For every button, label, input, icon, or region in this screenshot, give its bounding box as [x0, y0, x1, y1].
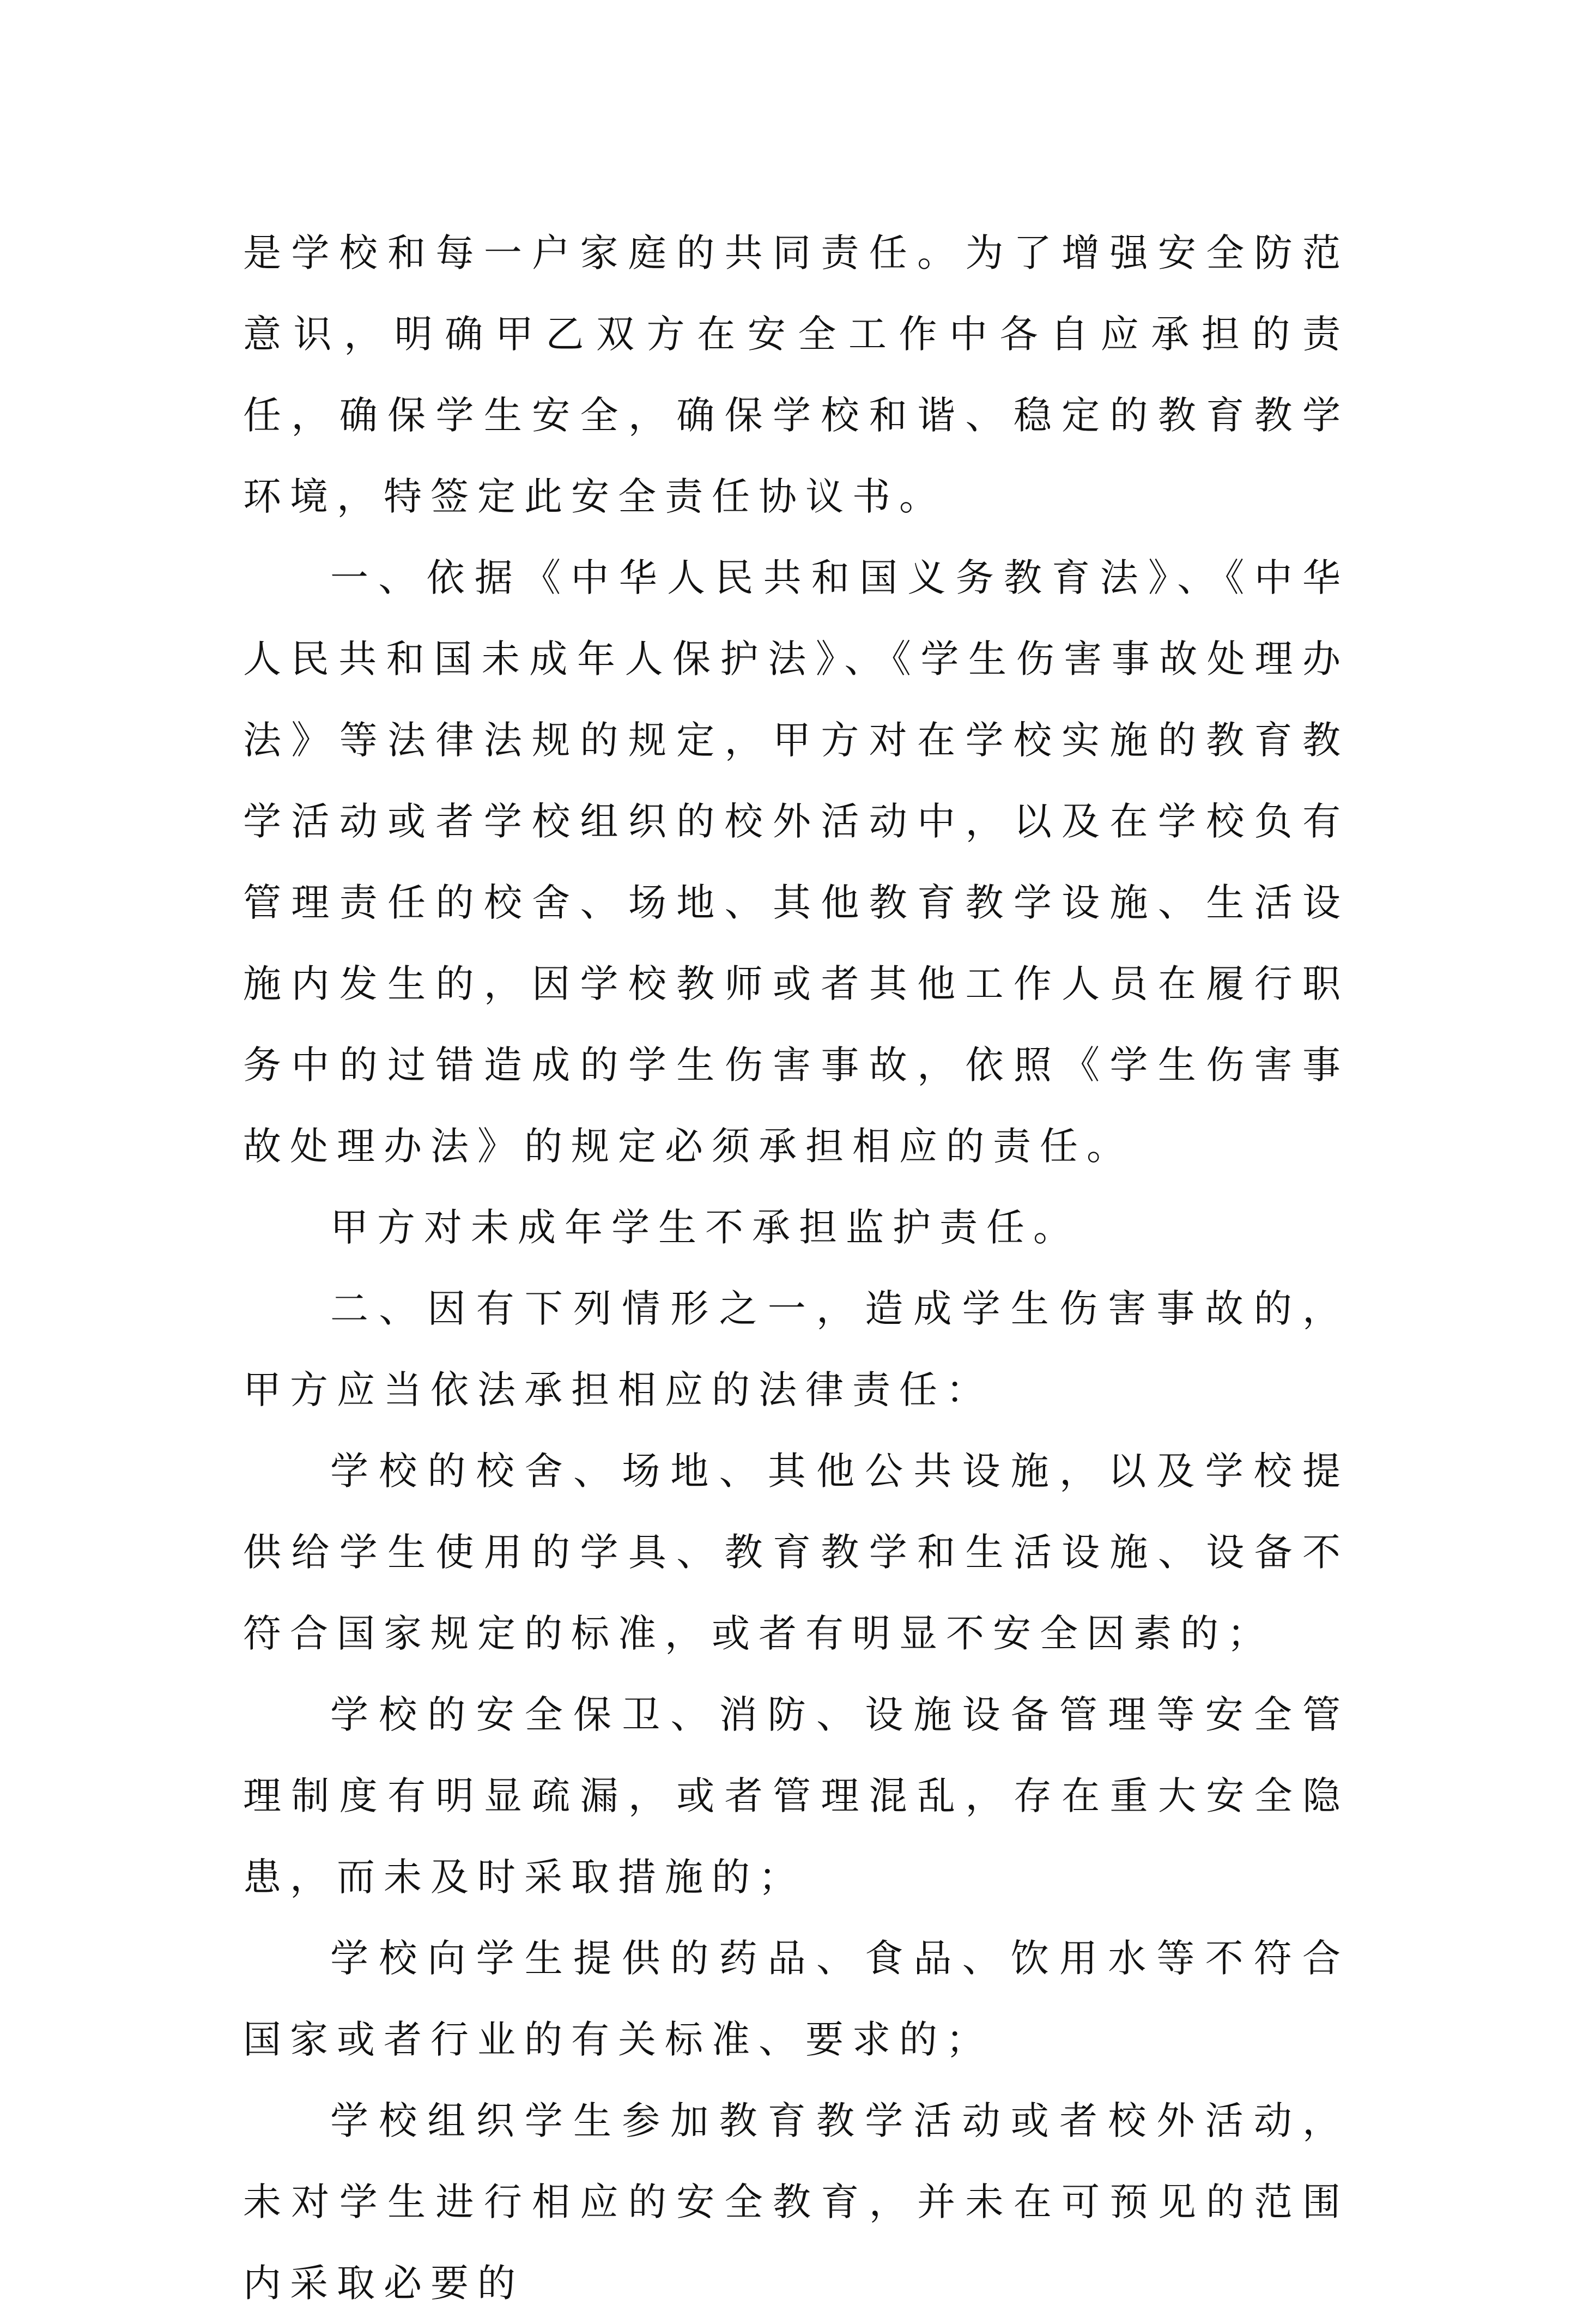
paragraph-article-2: 二、因有下列情形之一，造成学生伤害事故的，甲方应当依法承担相应的法律责任： [243, 1286, 1349, 1412]
paragraph-article-1: 一、依据《中华人民共和国义务教育法》、《中华人民共和国未成年人保护法》、《学生伤害事故处理办法》等法律法规的规定，甲方对在学校实施的教育教学活动或者学校组织的校外活动中，以及在学校负有管理责任的校舍、场地、其他教育教学设施、生活设施内发生的，因学校教师或者其他工作人员在履行职务中的过错造成的学生伤害事故，依照《学生伤害事故处理办法》的规定必须承担相应的责任。 [243, 555, 1349, 1169]
paragraph-item-management: 学校的安全保卫、消防、设施设备管理等安全管理制度有明显疏漏，或者管理混乱，存在重大安全隐患，而未及时采取措施的； [243, 1692, 1349, 1899]
paragraph-item-food-water: 学校向学生提供的药品、食品、饮用水等不符合国家或者行业的有关标准、要求的； [243, 1936, 1349, 2062]
paragraph-item-activities: 学校组织学生参加教育教学活动或者校外活动，未对学生进行相应的安全教育，并未在可预见的范围内采取必要的 [243, 2098, 1349, 2305]
paragraph-continuation: 是学校和每一户家庭的共同责任。为了增强安全防范意识，明确甲乙双方在安全工作中各自应承担的责任，确保学生安全，确保学校和谐、稳定的教育教学环境，特签定此安全责任协议书。 [243, 231, 1349, 519]
document-body [243, 213, 1349, 2324]
paragraph-item-facilities: 学校的校舍、场地、其他公共设施，以及学校提供给学生使用的学具、教育教学和生活设施、设备不符合国家规定的标准，或者有明显不安全因素的； [243, 1449, 1349, 1656]
paragraph-no-guardianship: 甲方对未成年学生不承担监护责任。 [330, 1205, 1080, 1250]
